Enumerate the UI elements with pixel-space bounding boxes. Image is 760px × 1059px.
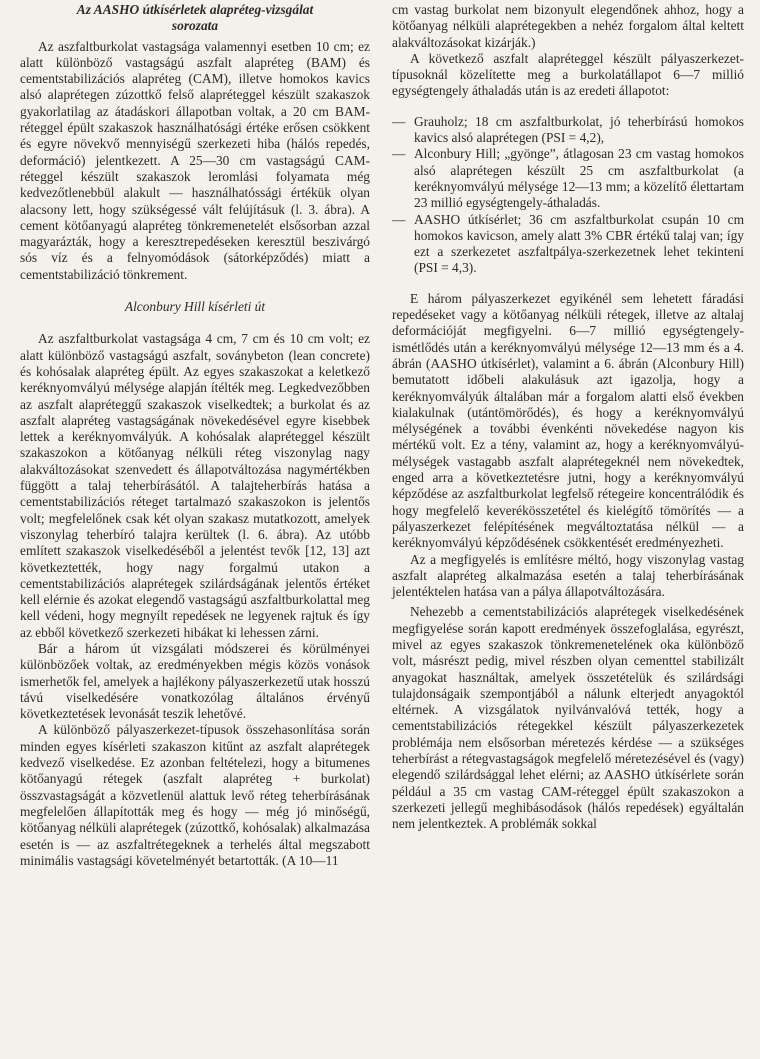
section-heading-line: sorozata [171, 18, 219, 34]
paragraph: A következő aszfalt alapréteggel készült pályaszerkezet-típusoknál közelítette meg a burkolatállapot 6—7 millió egységtengely áthaladás után is az eredeti állapotot: [392, 50, 744, 99]
left-column [20, 2, 370, 869]
paragraph: Bár a három út vizsgálati módszerei és körülményei különbözőek voltak, az eredményekben mégis közös vonások ismerhetők fel, amelyek a hajlékony pályaszerkezetű utak hosszú távú viselkedésére vonatkozólag általános érvényű következtetések levonását teszik lehetővé. [20, 640, 370, 722]
list-item: — Grauholz; 18 cm aszfaltburkolat, jó teherbírású homokos kavics alsó alaprétegen (PSI = 4,2), [392, 114, 744, 147]
list-item: — Alconbury Hill; „gyönge”, átlagosan 23 cm vastag homokos alsó alaprétegen készült 25 cm aszfaltburkolat (a keréknyomvályú mélysége 12—13 mm; a közelítő élettartam 23 millió egységtengely-áthaladás. [392, 146, 744, 211]
section-heading-line: Az AASHO útkísérletek alapréteg-vizsgálat [76, 2, 314, 17]
paragraph: Az aszfaltburkolat vastagsága valamennyi esetben 10 cm; ez alatt különböző vastagságú aszfalt alapréteg (BAM) és cementstabilizációs alapréteg (CAM), illetve homokos kavics alsó alaprétegen zúzottkő felső alapréteggel készült szakaszok gyakorlatilag az átadáskori állapotban voltak, a 20 cm BAM-réteggel épült szakaszok használhatósági értéke erősen csökkent és egyre növekvő mennyiségű szerkezeti hiba (hálós repedés, deformáció) jelentkezett. A 25—30 cm vastagságú CAM-réteggel készült szakaszok leromlási folyamata még kedvezőtlenebbül alakult — használhatóssági értékük olyan alacsony lett, hogy szükségessé vált felújításuk (l. 3. ábra). A cement kötőanyagú alapréteg tönkremenetelét elsősorban azzal magyarázták, hogy a keresztrepedéseken keresztül beszivárgó sós víz és a felnyomódások (sátorképződés) miatt a cementstabilizáció tönkrement. [20, 38, 370, 282]
list-item: — AASHO útkísérlet; 36 cm aszfaltburkolat csupán 10 cm homokos kavicson, amely alatt 3% CBR értékű talaj van; így ezt a szerkezetet aszfaltpálya-szerkezetnek lehet tekinteni (PSI = 4,3). [392, 212, 744, 277]
paragraph: A különböző pályaszerkezet-típusok összehasonlítása során minden egyes kísérleti szakaszon kitűnt az aszfalt alaprétegek kedvező viselkedése. Ez azonban feltételezi, hogy a bitumenes kötőanyagú rétegek (aszfalt alapréteg + burkolat) összvastagságát a közvetlenül alattuk levő réteg teherbírásának megfelelően állapították meg és hogy — még jó minőségű, kötőanyag nélküli alaprétegek (zúzottkő, kohósalak) alkalmazása esetén is — az aszfaltrétegeknek a terhelés által megszabott minimális vastagsági követelményét betartották. (A 10—11 [20, 722, 370, 868]
paragraph-continued: cm vastag burkolat nem bizonyult elegendőnek ahhoz, hogy a kötőanyag nélküli alaprétegekben a nehéz forgalom által keltett alakváltozásokat kizárják.) [392, 2, 744, 50]
paragraph: Nehezebb a cementstabilizációs alaprétegek viselkedésének megfigyelése során kapott eredmények összefoglalása, egyrészt, mivel az egyes szakaszok tönkremenetelének oka különböző volt, másrészt pedig, mivel részben olyan cementtel stabilizált anyagokat használtak, amelyek összetételük és szilárdsági tulajdonságaik szempontjából a nálunk elterjedt anyagoktól eltérnek. A vizsgálatok nyilvánvalóvá tették, hogy a cementstabilizációs rétegekkel készült pályaszerkezetek problémája nem elsősorban méretezés kérdése — a szükséges teherbírást a rétegvastagságok megfelelő méretezésével és (vagy) elegendő szilárdsággal lehet elérni; az AASHO útkísérlete során például a 35 cm vastag CAM-réteggel épült szakaszokon a szerkezeti jellegű meghibásodások (hálós repedések) egyáltalán nem jelentkeztek. A problémák sokkal [392, 604, 744, 832]
paragraph: Az a megfigyelés is említésre méltó, hogy viszonylag vastag aszfalt alapréteg alkalmazása esetén a talaj teherbírásának jelentéktelen hatása van a pálya állapotváltozására. [392, 551, 744, 600]
paragraph: Az aszfaltburkolat vastagsága 4 cm, 7 cm és 10 cm volt; ez alatt különböző vastagságú aszfalt, soványbeton (lean concrete) és kohósalak alapréteg épült. Az egyes szakaszokat a keletkező keréknyomvályú mélysége alapján ítélték meg. Legkedvezőbben az aszfalt alapréteggű szakaszok viselkedtek; a burkolat és az aszfalt alapréteg vastagságának növekedésével egyre kisebbek lettek a keréknyomvályúk. A kohósalak alapréteggel készült szakaszokon a kötőanyag nélküli réteg viszonylag nagy alakváltozásokat szenvedett és állapotváltozása nagymértékben függött a talaj teherbírásától. A talajteherbírás hatása a cementstabilizációs réteget tartalmazó szakaszokon is jelentős volt; megfelelőnek csak két olyan szakasz mutatkozott, amelyek viszonylag teherbíró talajra kerültek (l. 6. ábra). Az utóbb említett szakaszok viselkedéséből a jelentést tevők [12, 13] azt következtették, hogy nagy forgalmú utakon a cementstabilizációs alaprétegek szilárdságának jelentős értéket kell elérnie és azokat elegendő vastagságú aszfaltburkolattal meg kell védeni, hogy megnyílt repedések ne legyenek rajtuk és így az ebből következő szerkezeti hibákat ki lehessen zárni. [20, 331, 370, 640]
dash-list [392, 114, 744, 277]
right-column [392, 2, 744, 833]
section-heading-aasho [20, 2, 370, 35]
section-heading-alconbury: Alconbury Hill kísérleti út [124, 299, 266, 315]
paragraph: E három pályaszerkezet egyikénél sem lehetett fáradási repedéseket vagy a kötőanyag nélküli rétegek, illetve az altalaj deformációját megfigyelni. 6—7 millió egységtengely-ismétlődés után a keréknyomvályú mélysége 12—13 mm és a 4. ábrán (AASHO útkísérlet), valamint a 6. ábrán (Alconbury Hill) bemutatott időbeli alakulásuk azt igazolja, hogy a keréknyomvályúk általában már a forgalom alatti első években kialakulnak (utántömörődés), és hogy a keréknyomvályú mélységének a további évenkénti növekedése nagyon kis mértékű volt. Ez a tény, valamint az, hogy a keréknyomvályú-mélységek vastagabb aszfalt alaprétegeknél nem növekedtek, enged arra a következtetésre jutni, hogy a keréknyomvályú képződése az aszfaltburkolat legfelső rétegeire koncentrálódik és hogy megfelelő keverékösszetétel és kielégítő tömörítés — a pályaszerkezet felépítésének megváltoztatása nélkül — a keréknyomvályú képződésének csökkentését eredményezheti. [392, 290, 744, 551]
